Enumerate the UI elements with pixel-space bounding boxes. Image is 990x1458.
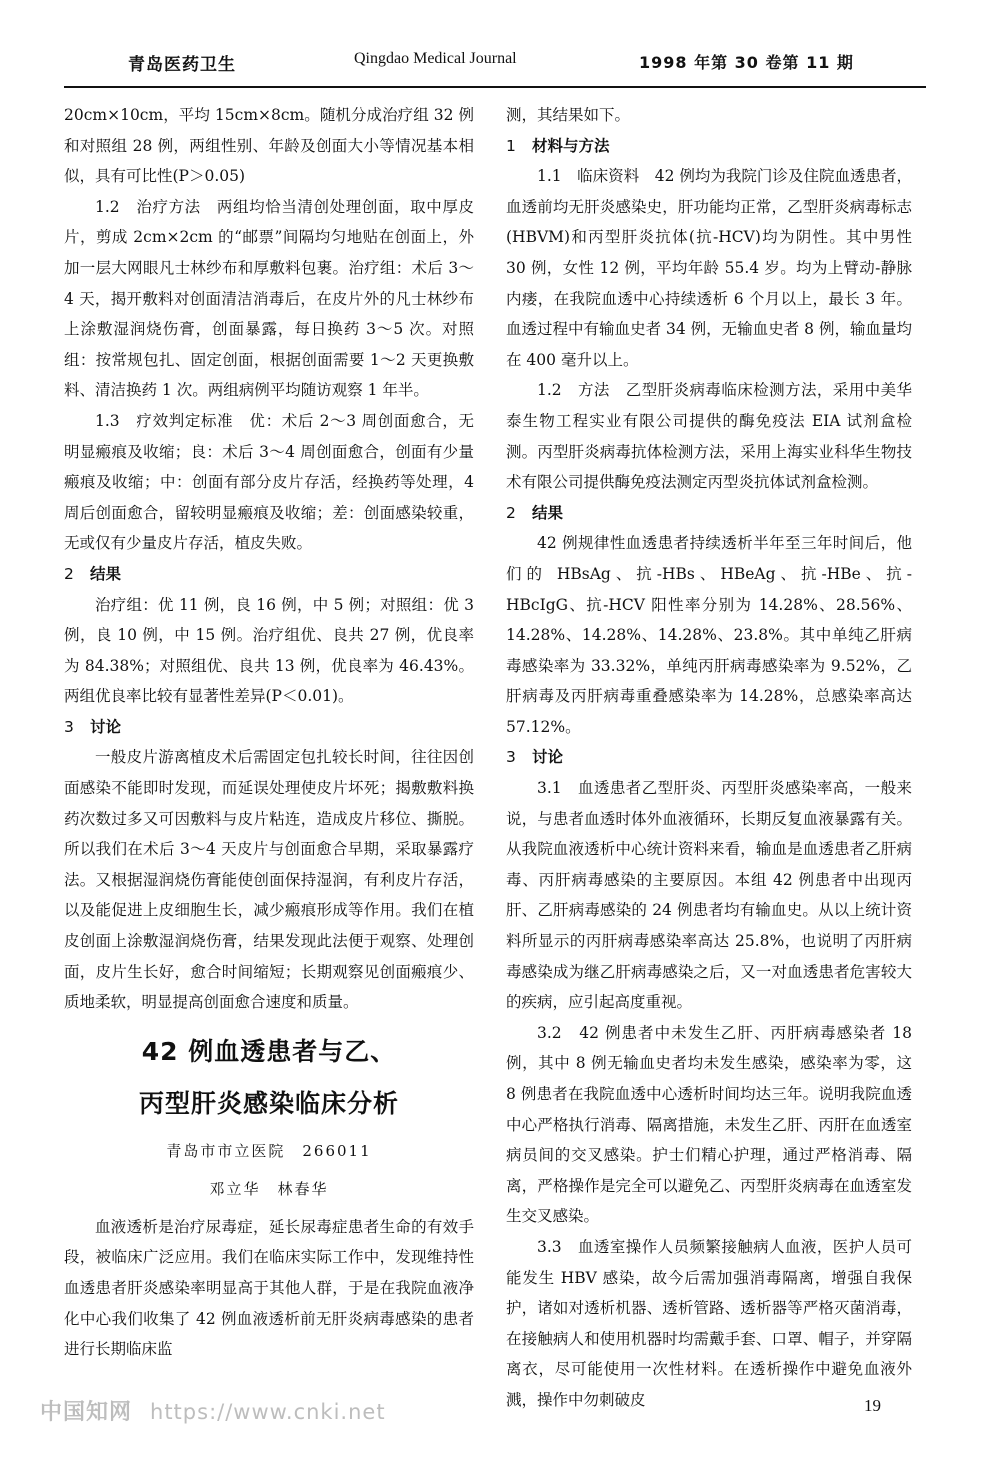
left-column bbox=[64, 100, 474, 1365]
section-number: 2 bbox=[506, 503, 516, 522]
paragraph: 1.2 方法 乙型肝炎病毒临床检测方法，采用中美华泰生物工程实业有限公司提供的酶免疫法 EIA 试剂盒检测。丙型肝炎病毒抗体检测方法，采用上海实业科华生物技术有限公司提供酶免疫法测定丙型炎抗体试剂盒检测。 bbox=[506, 381, 912, 492]
paragraph: 1.3 疗效判定标准 优：术后 2～3 周创面愈合，无明显瘢痕及收缩；良：术后 3～4 周创面愈合，创面有少量瘢痕及收缩；中：创面有部分皮片存活，经换药等处理，4 周后创面愈合，留较明显瘢痕及收缩；差：创面感染较重，无或仅有少量皮片存活，植皮失败。 bbox=[64, 411, 474, 553]
page-number: 19 bbox=[864, 1396, 881, 1415]
section-number: 1 bbox=[506, 136, 516, 155]
journal-chinese-name: 青岛医药卫生 bbox=[128, 55, 236, 75]
watermark bbox=[40, 1395, 386, 1426]
section-title: 材料与方法 bbox=[532, 136, 610, 155]
paragraph: 42 例规律性血透患者持续透析半年至三年时间后，他们的 HBsAg、抗-HBs、HBeAg、抗-HBe、抗-HBcIgG、抗-HCV 阳性率分别为 14.28%、28.56%、14.28%、14.28%、14.28%、23.8%。其中单纯乙肝病毒感染率为 33.32%，单纯丙肝病毒感染率为 9.52%，乙肝病毒及丙肝病毒重叠感染率为 14.28%，总感染率高达 57.12%。 bbox=[506, 534, 912, 736]
section-title: 结果 bbox=[532, 503, 564, 522]
article-title-line: 42 例血透患者与乙、 bbox=[141, 1036, 397, 1066]
section-heading bbox=[64, 559, 474, 590]
section-heading bbox=[506, 498, 912, 529]
paragraph: 3.2 42 例患者中未发生乙肝、丙肝病毒感染者 18 例，其中 8 例无输血史者均未发生感染，感染率为零，这 8 例患者在我院血透中心透析时间均达三年。说明我院血透中心严格执行消毒、隔离措施，未发生乙肝、丙肝在血透室病员间的交叉感染。护士们精心护理，通过严格消毒、隔离，严格操作是完全可以避免乙、丙型肝炎病毒在血透室发生交叉感染。 bbox=[506, 1023, 912, 1226]
author-affiliation: 青岛市市立医院 266011 bbox=[166, 1141, 372, 1160]
section-title: 讨论 bbox=[532, 748, 564, 767]
section-title: 结果 bbox=[90, 564, 122, 583]
paragraph: 1.1 临床资料 42 例均为我院门诊及住院血透患者，血透前均无肝炎感染史，肝功能均正常，乙型肝炎病毒标志(HBVM)和丙型肝炎抗体(抗-HCV)均为阴性。其中男性 30 例，女性 12 例，平均年龄 55.4 岁。均为上臂动-静脉内瘘，在我院血透中心持续透析 6 个月以上，最长 3 年。血透过程中有输血史者 34 例，无输血史者 8 例，输血量均在 400 毫升以上。 bbox=[506, 167, 912, 369]
section-number: 2 bbox=[64, 564, 74, 583]
paragraph: 3.3 血透室操作人员频繁接触病人血液，医护人员可能发生 HBV 感染，故今后需加强消毒隔离，增强自我保护，诸如对透析机器、透析管路、透析器等严格灭菌消毒，在接触病人和使用机器时均需戴手套、口罩、帽子，并穿隔离衣，尽可能使用一次性材料。在透析操作中避免血液外溅，操作中勿刺破皮 bbox=[506, 1237, 912, 1409]
author-names: 邓立华 林春华 bbox=[209, 1179, 329, 1198]
paragraph: 20cm×10cm，平均 15cm×8cm。随机分成治疗组 32 例和对照组 28 例，两组性别、年龄及创面大小等情况基本相似，具有可比性(P＞0.05) bbox=[64, 106, 474, 186]
paragraph: 测，其结果如下。 bbox=[506, 106, 631, 124]
article-title-line: 丙型肝炎感染临床分析 bbox=[138, 1088, 399, 1118]
article-title bbox=[64, 1026, 474, 1130]
section-heading bbox=[506, 131, 912, 162]
issue-info: 1998 年第 30 卷第 11 期 bbox=[639, 53, 854, 72]
section-number: 3 bbox=[506, 748, 516, 767]
paragraph: 1.2 治疗方法 两组均恰当清创处理创面，取中厚皮片，剪成 2cm×2cm 的“邮票”间隔均匀地贴在创面上，外加一层大网眼凡士林纱布和厚敷料包裹。治疗组：术后 3～4 天，揭开敷料对创面清洁消毒后，在皮片外的凡士林纱布上涂敷湿润烧伤膏，创面暴露，每日换药 3～5 次。对照组：按常规包扎、固定创面，根据创面需要 1～2 天更换敷料、清洁换药 1 次。两组病例平均随访观察 1 年半。 bbox=[64, 197, 474, 400]
journal-english-name: Qingdao Medical Journal bbox=[354, 50, 517, 67]
paragraph: 治疗组：优 11 例，良 16 例，中 5 例；对照组：优 3 例，良 10 例，中 15 例。治疗组优、良共 27 例，优良率为 84.38%；对照组优、良共 13 例，优良率为 46.43%。两组优良率比较有显著性差异(P＜0.01)。 bbox=[64, 595, 474, 706]
section-heading bbox=[506, 742, 912, 773]
section-number: 3 bbox=[64, 717, 74, 736]
paragraph: 一般皮片游离植皮术后需固定包扎较长时间，往往因创面感染不能即时发现，而延误处理使皮片坏死；揭敷敷料换药次数过多又可因敷料与皮片粘连，造成皮片移位、撕脱。所以我们在术后 3～4 天皮片与创面愈合早期，采取暴露疗法。又根据湿润烧伤膏能使创面保持湿润，有利皮片存活，以及能促进上皮细胞生长，减少瘢痕形成等作用。我们在植皮创面上涂敷湿润烧伤膏，结果发现此法便于观察、处理创面，皮片生长好，愈合时间缩短；长期观察见创面瘢痕少、质地柔软，明显提高创面愈合速度和质量。 bbox=[64, 748, 474, 1012]
watermark-logo-text: 中国知网 bbox=[40, 1400, 133, 1425]
right-column bbox=[506, 100, 912, 1416]
section-heading bbox=[64, 712, 474, 743]
paragraph: 血液透析是治疗尿毒症，延长尿毒症患者生命的有效手段，被临床广泛应用。我们在临床实际工作中，发现维持性血透患者肝炎感染率明显高于其他人群，于是在我院血液净化中心我们收集了 42 例血液透析前无肝炎病毒感染的患者进行长期临床监 bbox=[64, 1217, 474, 1359]
running-header bbox=[64, 38, 926, 88]
paragraph: 3.1 血透患者乙型肝炎、丙型肝炎感染率高，一般来说，与患者血透时体外血液循环，长期反复血液暴露有关。从我院血液透析中心统计资料来看，输血是血透患者乙肝病毒、丙肝病毒感染的主要原因。本组 42 例患者中出现丙肝、乙肝病毒感染的 24 例患者均有输血史。从以上统计资料所显示的丙肝病毒感染率高达 25.8%，也说明了丙肝病毒感染成为继乙肝病毒感染之后，又一对血透患者危害较大的疾病，应引起高度重视。 bbox=[506, 779, 912, 1012]
section-title: 讨论 bbox=[90, 717, 122, 736]
watermark-url: https://www.cnki.net bbox=[150, 1400, 386, 1424]
